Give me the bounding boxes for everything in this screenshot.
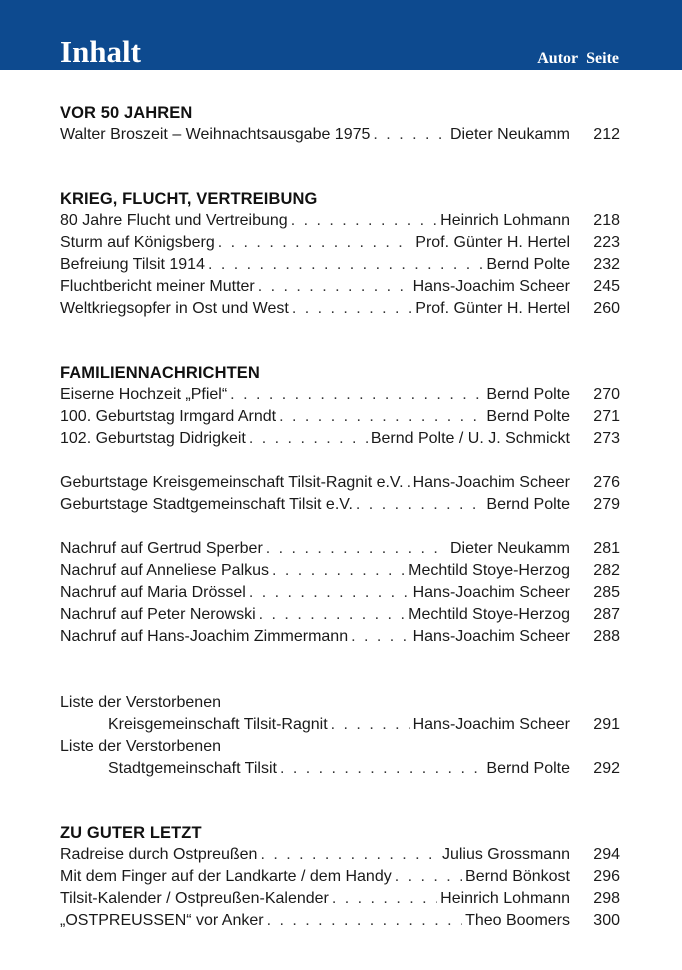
toc-entry[interactable] <box>60 276 620 298</box>
dot-leader <box>351 626 410 648</box>
dot-leader <box>332 888 437 910</box>
toc-entry[interactable] <box>60 428 620 450</box>
entry-author: Hans-Joachim Scheer <box>412 628 570 645</box>
entry-author: Hans-Joachim Scheer <box>412 584 570 601</box>
entry-title: Radreise durch Ostpreußen <box>60 846 258 863</box>
toc-entry[interactable] <box>60 888 620 910</box>
section-heading: KRIEG, FLUCHT, VERTREIBUNG <box>60 190 318 208</box>
entry-author: Hans-Joachim Scheer <box>412 474 570 491</box>
toc-entry[interactable] <box>60 384 620 406</box>
spacer <box>60 450 620 472</box>
entry-page: 285 <box>593 584 620 601</box>
toc-entry[interactable] <box>60 910 620 932</box>
entry-page: 232 <box>593 256 620 273</box>
entry-title: Geburtstage Kreisgemeinschaft Tilsit-Ragnit e.V. <box>60 474 404 491</box>
page-column-label: Seite <box>586 50 619 67</box>
section-vor-50-jahren <box>60 102 620 146</box>
dot-leader <box>373 124 447 146</box>
dot-leader <box>280 758 483 780</box>
dot-leader <box>267 910 462 932</box>
header-bar <box>0 0 682 70</box>
entry-author: Heinrich Lohmann <box>440 890 570 907</box>
dot-leader <box>331 714 410 736</box>
section-heading: FAMILIENNACHRICHTEN <box>60 364 260 382</box>
toc-entry[interactable] <box>60 582 620 604</box>
toc-entry[interactable] <box>60 714 620 736</box>
entry-page: 296 <box>593 868 620 885</box>
section-heading: ZU GUTER LETZT <box>60 824 202 842</box>
section-zu-guter-letzt <box>60 822 620 932</box>
list-label: Liste der Verstorbenen <box>60 738 221 755</box>
entry-title: Kreisgemeinschaft Tilsit-Ragnit <box>108 716 328 733</box>
section-heading: VOR 50 JAHREN <box>60 104 193 122</box>
entry-author: Dieter Neukamm <box>449 126 570 143</box>
dot-leader <box>291 210 437 232</box>
spacer <box>60 648 620 670</box>
entry-page: 245 <box>593 278 620 295</box>
dot-leader <box>356 494 483 516</box>
toc-entry[interactable] <box>60 494 620 516</box>
dot-leader <box>249 428 368 450</box>
entry-page: 223 <box>593 234 620 251</box>
toc-entry[interactable] <box>60 254 620 276</box>
table-of-contents <box>60 102 620 932</box>
spacer <box>60 516 620 538</box>
entry-title: Nachruf auf Gertrud Sperber <box>60 540 263 557</box>
entry-title: Eiserne Hochzeit „Pfiel“ <box>60 386 228 403</box>
entry-title: Sturm auf Königsberg <box>60 234 215 251</box>
dot-leader <box>279 406 483 428</box>
entry-title: Geburtstage Stadtgemeinschaft Tilsit e.V. <box>60 496 353 513</box>
entry-title: 102. Geburtstag Didrigkeit <box>60 430 246 447</box>
dot-leader <box>266 538 447 560</box>
dot-leader <box>208 254 483 276</box>
toc-entry[interactable] <box>60 298 620 320</box>
entry-title: 80 Jahre Flucht und Vertreibung <box>60 212 288 229</box>
entry-title: Weltkriegsopfer in Ost und West <box>60 300 289 317</box>
entry-title: Nachruf auf Peter Nerowski <box>60 606 256 623</box>
entry-page: 218 <box>593 212 620 229</box>
entry-page: 292 <box>593 760 620 777</box>
dot-leader <box>272 560 405 582</box>
entry-author: Bernd Polte <box>486 408 570 425</box>
entry-author: Bernd Polte <box>486 760 570 777</box>
toc-entry[interactable] <box>60 472 620 494</box>
section-familiennachrichten <box>60 362 620 780</box>
entry-title: Nachruf auf Hans-Joachim Zimmermann <box>60 628 349 645</box>
dot-leader <box>395 866 462 888</box>
entry-page: 281 <box>593 540 620 557</box>
entry-page: 300 <box>593 912 620 929</box>
toc-entry[interactable] <box>60 866 620 888</box>
entry-author: Prof. Günter H. Hertel <box>415 300 570 317</box>
entry-page: 212 <box>593 126 620 143</box>
entry-author: Bernd Polte <box>486 496 570 513</box>
entry-title: Nachruf auf Maria Drössel <box>60 584 246 601</box>
entry-author: Bernd Bönkost <box>465 868 570 885</box>
dot-leader <box>249 582 410 604</box>
entry-title: „OSTPREUSSEN“ vor Anker <box>60 912 264 929</box>
entry-author: Hans-Joachim Scheer <box>412 278 570 295</box>
toc-entry[interactable] <box>60 844 620 866</box>
toc-entry[interactable] <box>60 210 620 232</box>
toc-entry[interactable] <box>60 406 620 428</box>
dot-leader <box>407 472 410 494</box>
dot-leader <box>259 604 406 626</box>
entry-title: Stadtgemeinschaft Tilsit <box>108 760 277 777</box>
dot-leader <box>292 298 412 320</box>
entry-title: Nachruf auf Anneliese Palkus <box>60 562 270 579</box>
entry-page: 288 <box>593 628 620 645</box>
entry-author: Julius Grossmann <box>441 846 570 863</box>
entry-page: 270 <box>593 386 620 403</box>
toc-entry[interactable] <box>60 124 620 146</box>
entry-title: Walter Broszeit – Weihnachtsausgabe 1975 <box>60 126 371 143</box>
entry-author: Theo Boomers <box>465 912 570 929</box>
toc-entry[interactable] <box>60 626 620 648</box>
entry-author: Prof. Günter H. Hertel <box>415 234 570 251</box>
toc-entry[interactable] <box>60 232 620 254</box>
entry-author: Dieter Neukamm <box>449 540 570 557</box>
dot-leader <box>258 276 410 298</box>
entry-page: 276 <box>593 474 620 491</box>
entry-author: Mechtild Stoye-Herzog <box>408 606 570 623</box>
page-title: Inhalt <box>60 34 141 69</box>
spacer <box>60 670 620 692</box>
list-label: Liste der Verstorbenen <box>60 694 221 711</box>
entry-page: 294 <box>593 846 620 863</box>
entry-title: Befreiung Tilsit 1914 <box>60 256 205 273</box>
entry-author: Bernd Polte <box>486 256 570 273</box>
column-headers <box>537 51 619 67</box>
entry-author: Mechtild Stoye-Herzog <box>408 562 570 579</box>
entry-title: 100. Geburtstag Irmgard Arndt <box>60 408 277 425</box>
dot-leader <box>230 384 483 406</box>
entry-title: Fluchtbericht meiner Mutter <box>60 278 255 295</box>
dot-leader <box>260 844 439 866</box>
entry-page: 282 <box>593 562 620 579</box>
entry-title: Tilsit-Kalender / Ostpreußen-Kalender <box>60 890 329 907</box>
entry-page: 287 <box>593 606 620 623</box>
author-column-label: Autor <box>537 50 579 67</box>
entry-page: 271 <box>593 408 620 425</box>
toc-entry[interactable] <box>60 560 620 582</box>
toc-entry[interactable] <box>60 538 620 560</box>
entry-page: 260 <box>593 300 620 317</box>
toc-entry[interactable] <box>60 604 620 626</box>
dot-leader <box>218 232 413 254</box>
entry-author: Bernd Polte <box>486 386 570 403</box>
entry-page: 273 <box>593 430 620 447</box>
entry-page: 279 <box>593 496 620 513</box>
section-krieg-flucht-vertreibung <box>60 188 620 320</box>
entry-author: Hans-Joachim Scheer <box>412 716 570 733</box>
entry-author: Heinrich Lohmann <box>440 212 570 229</box>
entry-page: 291 <box>593 716 620 733</box>
entry-author: Bernd Polte / U. J. Schmickt <box>370 430 570 447</box>
toc-entry[interactable] <box>60 758 620 780</box>
entry-page: 298 <box>593 890 620 907</box>
entry-title: Mit dem Finger auf der Landkarte / dem Handy <box>60 868 392 885</box>
